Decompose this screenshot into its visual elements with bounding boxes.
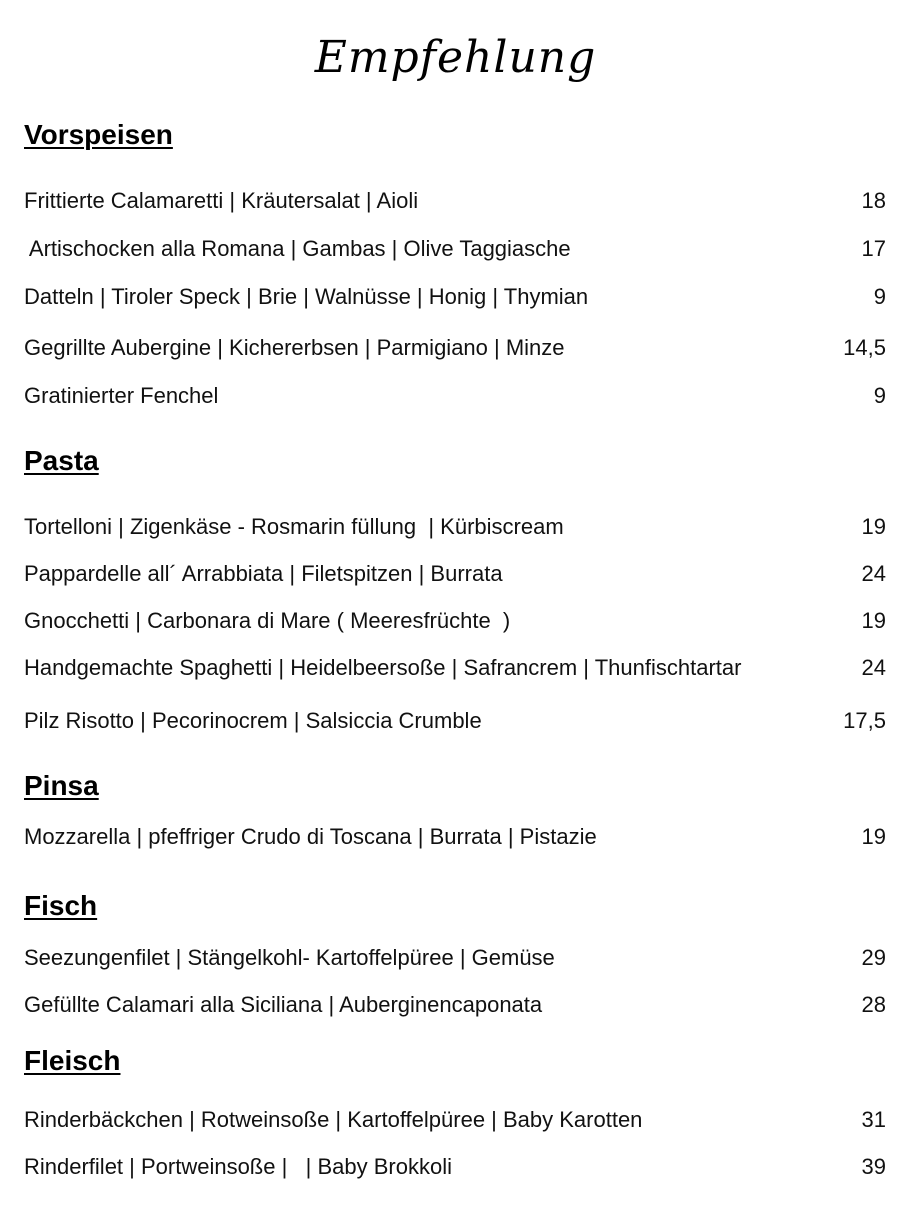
menu-item (24, 653, 886, 683)
menu-item-price: 17,5 (841, 706, 886, 736)
section-heading-pinsa: Pinsa (24, 770, 99, 801)
section-heading-fisch: Fisch (24, 890, 98, 921)
menu-item (24, 381, 886, 411)
section-heading-vorspeisen: Vorspeisen (24, 119, 173, 150)
menu-item (24, 234, 886, 264)
menu-item-name: Rinderfilet | Portweinsoße | | Baby Brokkoli (24, 1154, 452, 1179)
menu-item (24, 822, 886, 852)
menu-item-name: Pappardelle all´ Arrabbiata | Filetspitzen | Burrata (24, 561, 503, 586)
menu-item-name: Rinderbäckchen | Rotweinsoße | Kartoffelpüree | Baby Karotten (24, 1107, 643, 1132)
menu-item (24, 282, 886, 312)
menu-item-name: Mozzarella | pfeffriger Crudo di Toscana | Burrata | Pistazie (24, 824, 597, 849)
menu-item (24, 333, 886, 363)
section-heading-pasta: Pasta (24, 445, 99, 476)
menu-item (24, 606, 886, 636)
menu-item-name: Gefüllte Calamari alla Siciliana | Auberginencaponata (24, 992, 543, 1017)
menu-item-price: 9 (872, 282, 886, 312)
menu-item (24, 186, 886, 216)
menu-item-price: 29 (860, 943, 886, 973)
menu-item-price: 19 (860, 512, 886, 542)
menu-item-price: 17 (860, 234, 886, 264)
menu-item-price: 31 (860, 1105, 886, 1135)
menu-item-name: Handgemachte Spaghetti | Heidelbeersoße | Safrancrem | Thunfischtartar (24, 655, 742, 680)
menu-item-price: 39 (860, 1152, 886, 1182)
menu-item-price: 19 (860, 606, 886, 636)
menu-item-price: 24 (860, 559, 886, 589)
menu-title: Empfehlung (314, 32, 597, 83)
menu-item-name: Tortelloni | Zigenkäse - Rosmarin füllung | Kürbiscream (24, 514, 564, 539)
menu-item (24, 1105, 886, 1135)
menu-item (24, 943, 886, 973)
menu-item-price: 9 (872, 381, 886, 411)
menu-item-price: 28 (860, 990, 886, 1020)
menu-item-name: Frittierte Calamaretti | Kräutersalat | Aioli (24, 188, 419, 213)
menu-item-name: Gnocchetti | Carbonara di Mare ( Meeresfrüchte ) (24, 608, 511, 633)
menu-item-price: 14,5 (841, 333, 886, 363)
menu-item (24, 1152, 886, 1182)
menu-item-name: Seezungenfilet | Stängelkohl- Kartoffelpüree | Gemüse (24, 945, 555, 970)
menu-item-name: Gegrillte Aubergine | Kichererbsen | Parmigiano | Minze (24, 335, 565, 360)
menu-item-name: Pilz Risotto | Pecorinocrem | Salsiccia Crumble (24, 708, 482, 733)
menu-item-price: 18 (860, 186, 886, 216)
section-heading-fleisch: Fleisch (24, 1045, 121, 1076)
menu-item-price: 19 (860, 822, 886, 852)
menu-item (24, 559, 886, 589)
menu-item-name: Datteln | Tiroler Speck | Brie | Walnüsse | Honig | Thymian (24, 284, 589, 309)
menu-item (24, 990, 886, 1020)
menu-item-name: Gratinierter Fenchel (24, 383, 219, 408)
menu-item (24, 512, 886, 542)
menu-item-price: 24 (860, 653, 886, 683)
menu-item (24, 706, 886, 736)
menu-item-name: Artischocken alla Romana | Gambas | Olive Taggiasche (24, 236, 571, 261)
